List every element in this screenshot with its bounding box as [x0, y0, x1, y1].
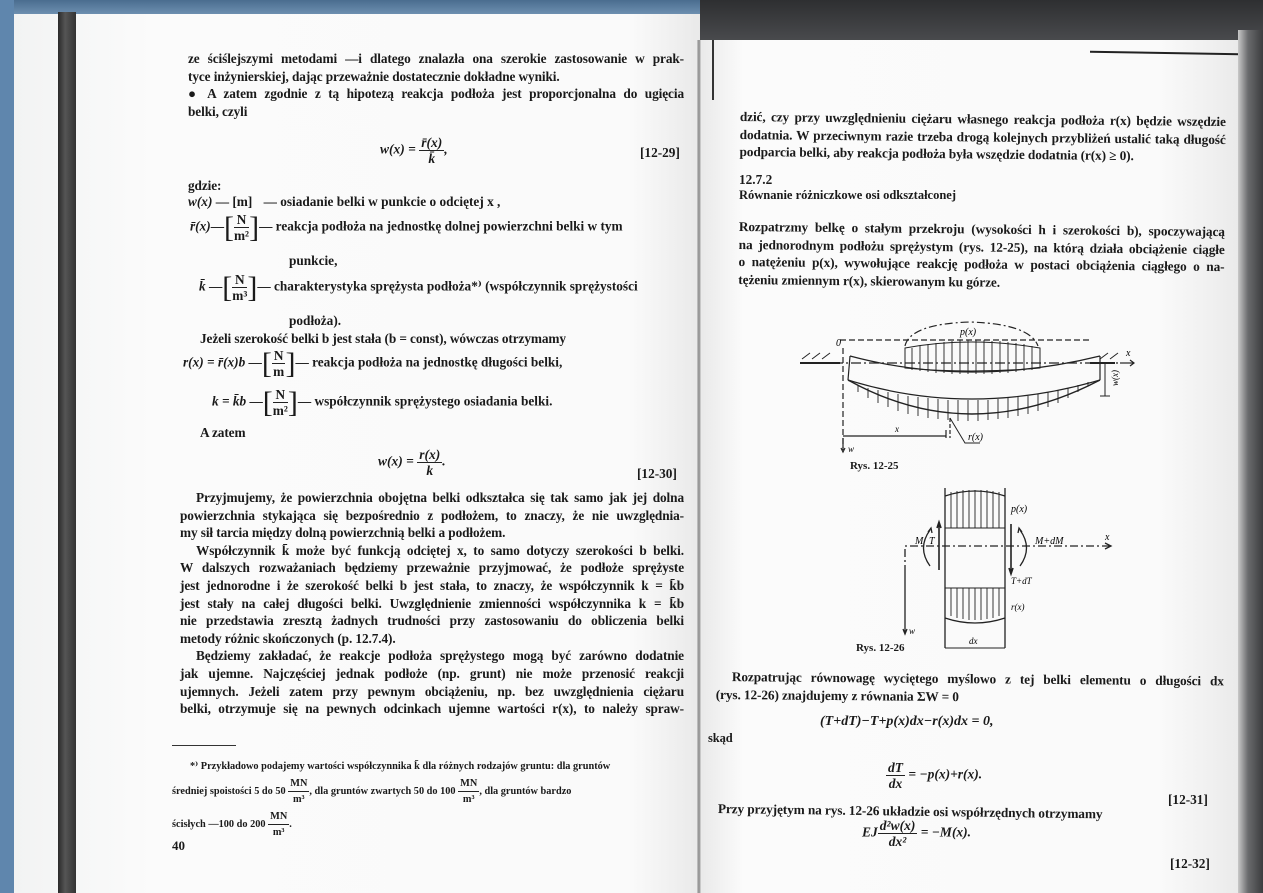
label-x-axis: x	[1126, 348, 1131, 359]
text-line: (rys. 12-26) znajdujemy z równania ΣW = 0	[715, 686, 959, 704]
book-gutter	[697, 40, 701, 893]
unit-num: MN	[268, 809, 289, 825]
definition-text: — osiadanie belki w punkcie o odciętej x ,	[263, 194, 501, 209]
equation-number: [12-32]	[1170, 856, 1210, 871]
left-para-1	[188, 50, 684, 120]
label-deflection: w(x)	[1110, 370, 1120, 386]
label-shear-left: T	[929, 536, 935, 547]
label-width: dx	[969, 636, 978, 646]
label-load: p(x)	[1011, 504, 1028, 515]
text-line: o natężeniu p(x), wywołujące reakcję podłoża w postaci obciążenia ciągłego o na-	[738, 254, 1225, 275]
page-number: 40	[172, 838, 185, 853]
definition-r-bar: r̄(x)—[ $\frac{N}{\text{m²}}$ ]— reakcja podłoża na jednostkę dolnej powierzchni belki w tym	[190, 210, 623, 244]
unit-num: N	[273, 348, 284, 363]
text-line: Współczynnik k̄ może być funkcją odciętej x, to samo dotyczy szerokości b belki.	[196, 542, 684, 558]
numerator: d²w(x)	[879, 818, 916, 833]
a-zatem: A zatem	[200, 425, 246, 440]
text-line: ujemnych. Jeżeli zatem przy pewnym obciążeniu, np. bez uwzględnienia ciężaru	[180, 683, 684, 699]
equation-number: [12-29]	[640, 145, 680, 160]
text-line: ze ściślejszymi metodami —i dlatego znalazła ona szerokie zastosowanie w prak-	[188, 51, 684, 66]
text-line: tężeniu zmiennym r(x), skierowanym ku górze.	[738, 271, 1001, 290]
gutter-mark	[712, 40, 714, 100]
unit-num: MN	[288, 776, 309, 792]
scan-shadow-right	[1238, 30, 1263, 893]
label-load: p(x)	[960, 327, 977, 338]
label-reaction: r(x)	[1011, 602, 1025, 612]
label-x-dim: x	[895, 424, 899, 434]
definition-text: — charakterystyka sprężysta podłoża*⁾ (współczynnik sprężystości	[257, 278, 638, 294]
numerator: r(x)	[419, 447, 441, 462]
figure-caption: Rys. 12-25	[850, 460, 899, 472]
label-w-axis: w	[909, 626, 916, 636]
footnote-line: Przykładowo podajemy wartości współczynnika k̄ dla różnych rodzajów gruntu: dla gruntów	[200, 761, 611, 772]
unit-den: m³	[232, 288, 248, 303]
definition-text: — reakcja podłoża na jednostkę dolnej powierzchni belki w tym	[259, 218, 623, 234]
footnote-text: .	[289, 818, 292, 830]
const-def-r: r(x) = r̄(x)b —[ $\frac{N}{m}$ ]— reakcja podłoża na jednostkę długości belki,	[183, 346, 563, 380]
eq-lhs: w(x) =	[380, 141, 416, 157]
scan-frame-left	[0, 0, 14, 893]
unit: [m]	[232, 194, 253, 209]
label-w-axis: w	[848, 444, 855, 454]
definition-w: w(x) — [m] — osiadanie belki w punkcie o odciętej x ,	[188, 194, 501, 209]
numerator: r̄(x)	[421, 135, 443, 150]
equation-number: [12-30]	[637, 466, 677, 481]
denominator: k̄	[428, 151, 436, 166]
text-line: A zatem zgodnie z tą hipotezą reakcja podłoża jest proporcjonalna do ugięcia	[207, 86, 684, 102]
text-line: metody różnic skończonych (p. 12.7.4).	[180, 630, 396, 646]
unit-num: N	[273, 387, 288, 403]
equation-12-32	[862, 818, 971, 849]
text-line: W dalszych rozważaniach będziemy przeważnie przyjmować, że podłoże sprężyste	[180, 560, 684, 576]
text-line: jest stały na całej długości belki. Uwzględnienie zmienności współczynnika k = k̄b	[180, 595, 684, 611]
definition-cont: punkcie,	[289, 253, 338, 268]
text-line: jest jednorodne i że szerokość belki b jest stała, to znaczy, że współczynnik k = k̄b	[180, 577, 684, 593]
skad-label: skąd	[708, 731, 733, 745]
right-para-2	[738, 218, 1225, 293]
text-line: na jednorodnym podłożu sprężystym (rys. 12-25), na którą działa obciążenie ciągłe	[738, 236, 1225, 257]
left-para-3	[180, 489, 684, 718]
eq-rhs: = −M(x).	[920, 824, 972, 840]
text-line: tyce inżynierskiej, dając przeważnie dostatecznie dokładne wyniki.	[188, 68, 560, 84]
eq-punct: ,	[444, 141, 448, 157]
text-line: dodatnia. W przeciwnym razie trzeba drogą kolejnych przybliżeń ustalić taką długość	[739, 126, 1226, 147]
equation-12-29	[380, 135, 448, 166]
eq-punct: .	[442, 453, 446, 469]
right-para-1	[739, 108, 1226, 166]
label-moment-right: M+dM	[1035, 536, 1064, 547]
unit-den: m³	[462, 794, 475, 805]
label-shear-right: T+dT	[1011, 576, 1032, 586]
label-origin: 0	[836, 338, 841, 349]
unit-den: m²	[272, 403, 288, 418]
definition-cont: podłoża).	[289, 313, 342, 328]
book-edge-left	[58, 12, 76, 893]
const-def-k: k = k̄b —[ $\frac{N}{\text{m²}}$ ]— współczynnik sprężystego osiadania belki.	[212, 385, 553, 419]
where-label: gdzie:	[188, 178, 222, 193]
text-line: Rozpatrzmy belkę o stałym przekroju (wysokości h i szerokości b), spoczywającą	[738, 218, 1225, 240]
unit-den: m³	[272, 827, 285, 838]
definition-text: — współczynnik sprężystego osiadania belki.	[297, 393, 553, 409]
figure-12-25	[800, 318, 1140, 458]
denominator: k	[426, 463, 434, 478]
symbol: r̄(x)	[190, 218, 211, 234]
right-para-3	[716, 668, 1224, 708]
bullet-icon: ●	[188, 86, 201, 102]
figure-12-26	[909, 488, 1125, 648]
unit-num: MN	[458, 776, 479, 792]
symbol: w(x)	[188, 194, 213, 209]
text-line: belki, czyli	[188, 103, 248, 119]
equation-number: [12-31]	[1168, 792, 1208, 807]
const-lhs: k = k̄b	[212, 393, 247, 409]
right-para-4: Przy przyjętym na rys. 12-26 układzie osi współrzędnych otrzymamy	[717, 800, 1103, 822]
text-line: dzić, czy przy uwzględnieniu ciężaru własnego reakcja podłoża r(x) będzie wszędzie	[739, 108, 1226, 130]
symbol: k̄	[199, 278, 206, 294]
unit-num: N	[232, 272, 247, 288]
footnote-text: ścisłych —100 do 200	[172, 818, 266, 830]
footnote	[172, 760, 672, 840]
footnote-text: , dla gruntów bardzo	[479, 785, 572, 797]
scan-frame-top	[0, 0, 700, 14]
scan-shadow-top	[700, 0, 1263, 42]
label-reaction: r(x)	[968, 432, 983, 443]
text-line: nie przedstawia zresztą żadnych trudności przy zastosowaniu do obliczenia belki	[180, 613, 684, 629]
fraction	[419, 135, 444, 166]
text-line: jak ujemne. Najczęściej jednak podłoże (np. grunt) nie może przenosić reakcji	[180, 665, 684, 681]
const-lhs: r(x) = r̄(x)b	[183, 354, 246, 370]
text-line: Będziemy zakładać, że reakcje podłoża sprężystego mogą być zarówno dodatnie	[196, 648, 684, 664]
const-intro: Jeżeli szerokość belki b jest stała (b = const), wówczas otrzymamy	[200, 331, 566, 346]
definition-text: — reakcja podłoża na jednostkę długości belki,	[295, 354, 563, 370]
footnote-marker: *⁾	[190, 761, 199, 772]
footnote-rule	[172, 745, 236, 746]
numerator: dT	[888, 760, 903, 775]
footnote-text: średniej spoistości 5 do 50	[172, 785, 286, 797]
denominator: dx	[888, 776, 903, 791]
section-title: Równanie różniczkowe osi odkształconej	[739, 188, 956, 202]
equation-12-30	[378, 447, 446, 478]
definition-k-bar: k̄ —[ $\frac{N}{\text{m³}}$ ]— charakterystyka sprężysta podłoża*⁾ (współczynnik sprężystości	[199, 270, 638, 304]
text-line: belki, otrzymuje się na pewnych odcinkach ujemne wartości r(x), to należy spraw-	[180, 701, 684, 717]
text-line: podparcia belki, aby reakcja podłoża była wszędzie dodatnia (r(x) ≥ 0).	[739, 144, 1134, 164]
text-line: powierzchnia stykająca się bezpośrednio z podłożem, to znaczy, że nie uwzględnia-	[180, 507, 684, 523]
text-line: Rozpatrując równowagę wyciętego myślowo z tej belki elementu o długości dx	[731, 669, 1224, 689]
label-moment-left: M	[915, 536, 924, 547]
unit-den: m³	[292, 794, 305, 805]
unit-num: N	[234, 212, 249, 228]
text-line: my sił tarcia między dolną powierzchnią belki a podłożem.	[180, 525, 506, 541]
equation-equilibrium: (T+dT)−T+p(x)dx−r(x)dx = 0,	[820, 714, 994, 729]
unit-den: m	[273, 364, 285, 379]
figure-caption: Rys. 12-26	[856, 642, 905, 654]
eq-prefix: EJ	[862, 824, 878, 840]
text-line: Przyjmujemy, że powierzchnia obojętna belki odkształca się tak samo jak jej dolna	[196, 490, 684, 505]
denominator: dx²	[888, 834, 907, 849]
equation-12-31	[886, 760, 982, 791]
footnote-text: , dla gruntów zwartych 50 do 100	[309, 785, 456, 797]
section-number: 12.7.2	[739, 172, 773, 187]
label-x-axis: x	[1105, 532, 1110, 543]
eq-lhs: w(x) =	[378, 453, 414, 469]
eq-rhs: = −p(x)+r(x).	[908, 766, 983, 782]
unit-den: m²	[233, 228, 250, 243]
